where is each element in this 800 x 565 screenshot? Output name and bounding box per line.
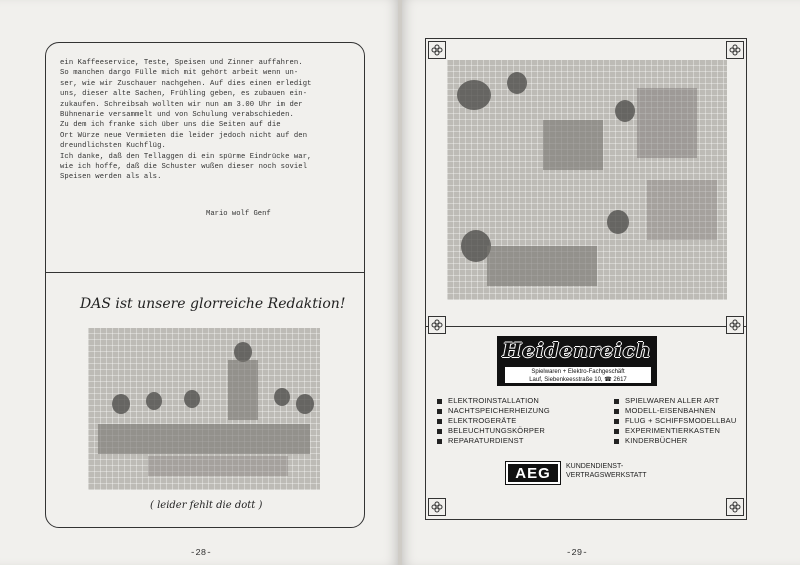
aeg-logo: AEG: [506, 462, 560, 484]
service-item: ELEKTROGERÄTE: [437, 416, 550, 426]
typed-line: dreundlichsten Kuchflüg.: [60, 142, 166, 151]
store-name: Heidenreich: [502, 338, 652, 362]
typed-line: ein Kaffeeservice, Teste, Speisen und Zinner auffahren.: [60, 59, 303, 67]
typed-line: uns, dieser alte Sachen, Frühling geben, es zubauen ein-: [60, 90, 308, 99]
corner-flower-icon: [428, 41, 446, 59]
page-number-right: -29-: [566, 548, 588, 558]
service-item: FLUG + SCHIFFSMODELLBAU: [614, 416, 737, 426]
service-item: REPARATURDIENST: [437, 436, 550, 446]
typed-line: Bühnenarie versammelt und von Schulung verabschieden.: [60, 111, 294, 120]
corner-flower-icon: [428, 316, 446, 334]
services-electrical: [437, 396, 550, 446]
left-page-divider: [46, 272, 364, 273]
services-toys: [614, 396, 737, 446]
right-frame-divider: [425, 326, 747, 327]
typed-line: Ort Würze neue Vermieten die leider jedoch nicht auf den: [60, 131, 308, 140]
typed-line: Ich danke, daß den Tellaggen di ein spürme Eindrücke war,: [60, 152, 312, 161]
handwritten-footnote: ( leider fehlt die dott ): [150, 500, 263, 511]
typed-article: [60, 58, 340, 183]
store-address-line: Lauf, Siebenkeesstraße 10, ☎ 2617: [529, 377, 627, 383]
store-subtitle: Spielwaren + Elektro-Fachgeschäft: [531, 369, 625, 375]
handwritten-caption: DAS ist unsere glorreiche Redaktion!: [80, 296, 346, 312]
service-item: BELEUCHTUNGSKÖRPER: [437, 426, 550, 436]
service-item: SPIELWAREN ALLER ART: [614, 396, 737, 406]
typed-line: wie ich hoffe, daß die Schuster wußen dieser noch soviel: [60, 163, 308, 172]
aeg-service-text: [566, 462, 647, 480]
corner-flower-icon: [726, 498, 744, 516]
service-item: ELEKTROINSTALLATION: [437, 396, 550, 406]
typed-line: zukaufen. Schreibsah wollten wir nun am 3.00 Uhr im der: [60, 100, 303, 109]
store-address: [504, 366, 652, 384]
service-item: KINDERBÜCHER: [614, 436, 737, 446]
typed-line: Zu dem ich franke sich über uns die Seiten auf die: [60, 121, 281, 130]
service-item: NACHTSPEICHERHEIZUNG: [437, 406, 550, 416]
aeg-line: VERTRAGSWERKSTATT: [566, 472, 647, 479]
corner-flower-icon: [428, 498, 446, 516]
article-signature: Mario wolf Genf: [206, 210, 271, 218]
party-photo: [447, 60, 727, 300]
aeg-line: KUNDENDIENST-: [566, 463, 624, 470]
typed-line: Speisen werden als als.: [60, 173, 162, 182]
corner-flower-icon: [726, 41, 744, 59]
typed-line: So manchen dargo Fülle mich mit gehört arbeit wenn un-: [60, 69, 299, 78]
page-number-left: -28-: [190, 548, 212, 558]
editorial-team-photo: [88, 328, 320, 490]
typed-line: ser, wie wir Zuschauer nachgehen. Auf dies einen erledigt: [60, 79, 312, 88]
service-item: MODELL-EISENBAHNEN: [614, 406, 737, 416]
service-item: EXPERIMENTIERKASTEN: [614, 426, 737, 436]
corner-flower-icon: [726, 316, 744, 334]
